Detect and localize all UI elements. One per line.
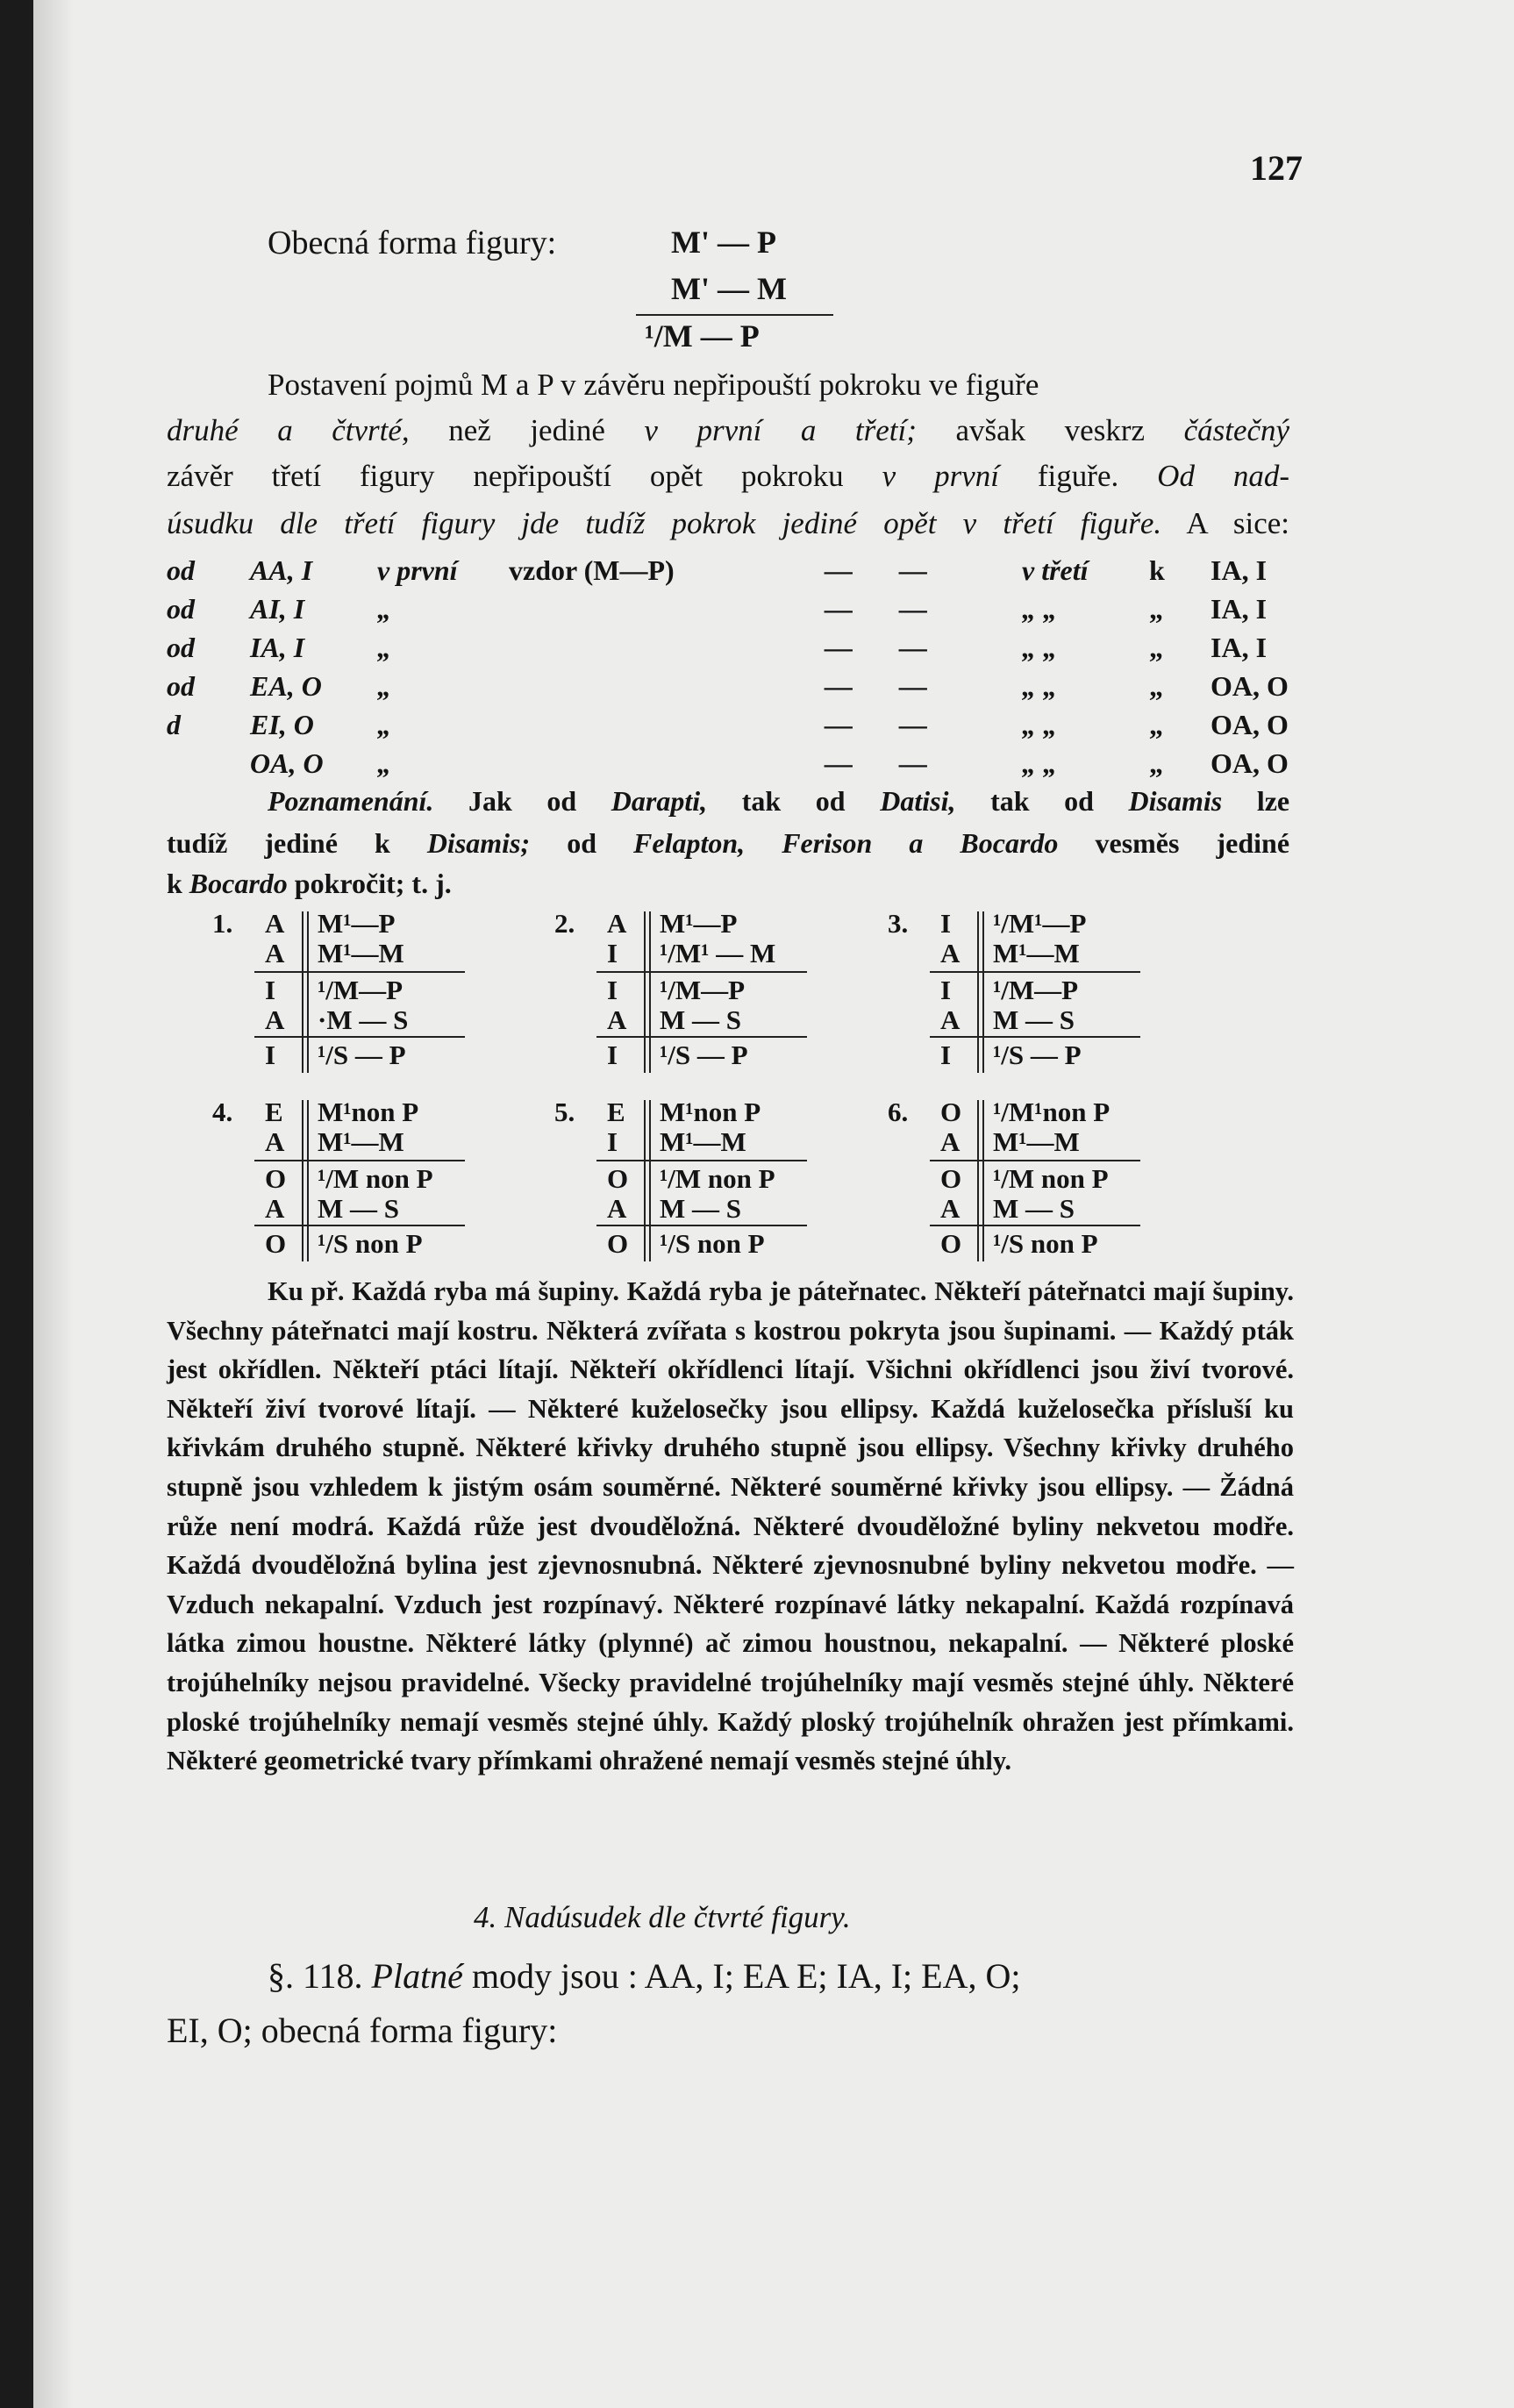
scheme-term: ¹/S — P — [660, 1040, 748, 1070]
note-e5: Felapton, Ferison a Bocardo — [633, 827, 1059, 859]
note-line-3 — [167, 863, 1289, 904]
scheme-mood: I — [607, 938, 618, 968]
list-cell-c: „ — [377, 593, 391, 625]
list-row — [167, 670, 1289, 709]
list-cell-g: „ „ — [1022, 709, 1057, 740]
paragraph-line-2 — [167, 409, 1289, 453]
scheme-mood: A — [940, 1004, 961, 1035]
scheme-term: M¹—M — [993, 1126, 1080, 1157]
p3-b: figuře. — [1037, 459, 1119, 493]
scheme-mood: I — [265, 1040, 276, 1070]
scheme-divider — [649, 911, 651, 1073]
list-cell-h: „ — [1149, 670, 1163, 702]
list-cell-b: EI, O — [250, 709, 314, 740]
page-number: 127 — [1250, 148, 1303, 188]
scheme-number: 5. — [554, 1097, 575, 1127]
list-cell-f: — — [899, 632, 927, 663]
paragraph-line-1 — [167, 363, 1289, 407]
scheme-divider — [644, 1100, 646, 1261]
note-line-1 — [167, 781, 1289, 821]
section-num: §. 118. — [268, 1956, 363, 1996]
p4-b: A sice: — [1186, 506, 1290, 540]
scheme-mood: I — [940, 975, 952, 1005]
scheme-term: M¹—M — [318, 938, 404, 968]
scheme-rule — [254, 971, 465, 973]
note-e3: Disamis — [1128, 785, 1223, 817]
note-label: Poznamenání. — [268, 785, 434, 817]
list-cell-f: — — [899, 554, 927, 586]
scheme-term: ¹/M—P — [318, 975, 403, 1005]
list-cell-a: od — [167, 554, 195, 586]
note-t7: vesměs jediné — [1095, 827, 1290, 859]
section-118 — [167, 1949, 1294, 2058]
p2-em3: čtvrté, — [332, 413, 410, 447]
list-cell-c: „ — [377, 747, 391, 779]
scheme-5 — [554, 1097, 886, 1272]
list-cell-a: od — [167, 632, 195, 663]
list-cell-a: od — [167, 670, 195, 702]
scheme-term: M¹non P — [318, 1097, 419, 1127]
scheme-rule — [930, 1160, 1140, 1161]
list-cell-b: AI, I — [250, 593, 305, 625]
scheme-mood: O — [940, 1163, 962, 1194]
list-cell-h: k — [1149, 554, 1165, 586]
scheme-term: ¹/M¹non P — [993, 1097, 1111, 1127]
note-t4: lze — [1256, 785, 1290, 817]
scheme-rule — [596, 1036, 807, 1038]
scheme-term: ¹/M—P — [660, 975, 746, 1005]
scheme-mood: A — [265, 908, 285, 939]
scheme-term: ¹/S non P — [993, 1228, 1098, 1259]
scheme-mood: I — [607, 1126, 618, 1157]
scheme-term: ¹/M¹—P — [993, 908, 1087, 939]
scheme-6 — [888, 1097, 1219, 1272]
scheme-mood: A — [940, 938, 961, 968]
scheme-term: ¹/M¹ — M — [660, 938, 776, 968]
list-cell-e: — — [825, 593, 853, 625]
scheme-1 — [212, 908, 544, 1083]
scheme-divider — [649, 1100, 651, 1261]
scheme-divider — [982, 911, 984, 1073]
scheme-divider — [302, 1100, 304, 1261]
page-gutter — [0, 0, 33, 2408]
list-cell-c: „ — [377, 632, 391, 663]
note-t5: tudíž jediné k — [167, 827, 390, 859]
list-cell-g: „ „ — [1022, 632, 1057, 663]
list-cell-f: — — [899, 709, 927, 740]
p2-em2: a — [277, 413, 293, 447]
scheme-term: M¹non P — [660, 1097, 761, 1127]
list-cell-h: „ — [1149, 593, 1163, 625]
list-cell-b: AA, I — [250, 554, 313, 586]
note-e6: Bocardo — [189, 868, 288, 899]
p2-em5: částečný — [1183, 413, 1290, 447]
list-cell-g: „ „ — [1022, 593, 1057, 625]
scheme-mood: O — [607, 1228, 629, 1259]
scheme-number: 3. — [888, 908, 909, 939]
scheme-mood: O — [265, 1163, 287, 1194]
scheme-term: ¹/M non P — [318, 1163, 433, 1194]
list-row — [167, 632, 1289, 670]
p2-c: avšak veskrz — [955, 413, 1146, 447]
scheme-term: M — S — [660, 1004, 741, 1035]
scheme-term: ¹/S non P — [660, 1228, 765, 1259]
scheme-mood: A — [607, 908, 627, 939]
scheme-mood: A — [265, 1193, 285, 1224]
scheme-rule — [596, 1160, 807, 1161]
scheme-term: M¹—P — [318, 908, 396, 939]
scheme-rule — [596, 971, 807, 973]
scheme-rule — [254, 1160, 465, 1161]
list-cell-e: — — [825, 554, 853, 586]
list-cell-b: OA, O — [250, 747, 324, 779]
note-e2: Datisi, — [880, 785, 956, 817]
section-t1: mody jsou : AA, I; EA E; IA, I; EA, O; — [471, 1956, 1021, 1996]
scheme-term: M — S — [660, 1193, 741, 1224]
list-cell-e: — — [825, 747, 853, 779]
list-cell-b: IA, I — [250, 632, 305, 663]
list-cell-i: IA, I — [1210, 554, 1268, 586]
scheme-mood: I — [940, 1040, 952, 1070]
list-cell-b: EA, O — [250, 670, 322, 702]
list-cell-a: od — [167, 593, 195, 625]
scheme-term: ·M — S — [318, 1004, 409, 1035]
scheme-mood: E — [607, 1097, 625, 1127]
scheme-mood: O — [940, 1228, 962, 1259]
general-form-line2: M' — M — [671, 271, 787, 306]
list-cell-e: — — [825, 670, 853, 702]
note-t6: od — [567, 827, 596, 859]
scheme-rule — [930, 1036, 1140, 1038]
general-form-label: Obecná forma figury: — [268, 225, 557, 261]
scheme-divider — [977, 1100, 979, 1261]
paragraph-line-4 — [167, 502, 1289, 546]
list-cell-h: „ — [1149, 632, 1163, 663]
scheme-divider — [307, 911, 309, 1073]
list-cell-c: „ — [377, 670, 391, 702]
scheme-rule — [930, 971, 1140, 973]
examples-text: Ku př. Každá ryba má šupiny. Každá ryba je páteřnatec. Někteří páteřnatci mají šupiny. Všechny páteřnatci mají kostru. Některá zvířata s kostrou pokryta jsou šupinami. — Každý pták jest okřídlen. Někteří ptáci lítají. Někteří okřídlenci lítají. Všichni okřídlenci jsou živí tvorové. Někteří živí tvorové lítají. — Některé kuželosečky jsou ellipsy. Každá kuželosečka přísluší ku křivkám druhého stupně. Některé křivky druhého stupně jsou ellipsy. Všechny křivky druhého stupně jsou vzhledem k jistým osám souměrné. Některé souměrné křivky jsou ellipsy. — Žádná růže není modrá. Každá růže jest dvouděložná. Některé dvouděložné byliny nekvetou modře. Každá dvouděložná bylina jest zjevnosnubná. Některé zjevnosnubné byliny nekvetou modře. — Vzduch nekapalní. Vzduch jest rozpínavý. Některé rozpínavé látky nekapalní. Každá rozpínavá látka zimou houstne. Některé látky (plynné) ač zimou houstnou, nekapalní. — Některé ploské trojúhelníky nejsou pravidelné. Všecky pravidelné trojúhelníky mají vesměs stejné úhly. Některé ploské trojúhelníky nemají vesměs stejné úhly. Každý ploský trojúhelník ohražen jest přímkami. Některé geometrické tvary přímkami ohražené nemají vesměs stejné úhly. — [167, 1276, 1294, 1776]
scheme-4 — [212, 1097, 544, 1272]
scheme-mood: A — [940, 1193, 961, 1224]
scheme-term: M — S — [318, 1193, 399, 1224]
scheme-term: M — S — [993, 1004, 1075, 1035]
list-cell-g: „ „ — [1022, 747, 1057, 779]
note-t8: k — [167, 868, 182, 899]
list-cell-i: IA, I — [1210, 593, 1268, 625]
general-form-line1: M' — P — [671, 225, 776, 260]
general-form-line3: ¹/M — P — [645, 318, 760, 354]
section-em: Platné — [371, 1956, 463, 1996]
scheme-term: M¹—M — [660, 1126, 746, 1157]
scheme-mood: A — [940, 1126, 961, 1157]
scheme-term: M¹—M — [993, 938, 1080, 968]
section-line-2: EI, O; obecná forma figury: — [167, 2011, 558, 2050]
list-cell-e: — — [825, 709, 853, 740]
scheme-2 — [554, 908, 886, 1083]
scheme-mood: O — [265, 1228, 287, 1259]
list-cell-a: d — [167, 709, 181, 740]
scheme-rule — [596, 1225, 807, 1226]
list-cell-f: — — [899, 670, 927, 702]
list-cell-g: v třetí — [1022, 554, 1089, 586]
list-cell-h: „ — [1149, 709, 1163, 740]
note-t1: Jak od — [468, 785, 577, 817]
list-cell-c: „ — [377, 709, 391, 740]
p4-em: úsudku dle třetí figury jde tudíž pokrok jediné opět v třetí figuře. — [167, 506, 1162, 540]
scheme-divider — [977, 911, 979, 1073]
scheme-mood: I — [265, 975, 276, 1005]
scheme-3 — [888, 908, 1219, 1083]
note-e4: Disamis; — [426, 827, 531, 859]
note-e1: Darapti, — [611, 785, 708, 817]
list-cell-i: OA, O — [1210, 709, 1289, 740]
spine-shadow — [33, 0, 74, 2408]
scheme-number: 2. — [554, 908, 575, 939]
list-row — [167, 554, 1289, 593]
list-cell-c: v první — [377, 554, 458, 586]
scheme-divider — [302, 911, 304, 1073]
list-cell-d: vzdor (M—P) — [509, 554, 675, 586]
scheme-term: M¹—P — [660, 908, 738, 939]
scheme-term: M — S — [993, 1193, 1075, 1224]
list-cell-i: OA, O — [1210, 747, 1289, 779]
scheme-mood: E — [265, 1097, 283, 1127]
scheme-mood: O — [940, 1097, 962, 1127]
list-row — [167, 593, 1289, 632]
scheme-mood: A — [265, 938, 285, 968]
scheme-term: ¹/M non P — [993, 1163, 1109, 1194]
note-t2: tak od — [741, 785, 846, 817]
scheme-number: 4. — [212, 1097, 233, 1127]
p1-text: Postavení pojmů M a P v závěru nepřipouští pokroku ve figuře — [268, 368, 1039, 402]
list-cell-i: OA, O — [1210, 670, 1289, 702]
list-cell-g: „ „ — [1022, 670, 1057, 702]
scheme-term: ¹/M non P — [660, 1163, 775, 1194]
scheme-mood: I — [940, 908, 952, 939]
scheme-number: 6. — [888, 1097, 909, 1127]
scheme-term: ¹/M—P — [993, 975, 1079, 1005]
scheme-number: 1. — [212, 908, 233, 939]
p3-a: závěr třetí figury nepřipouští opět pokroku — [167, 459, 844, 493]
scheme-mood: A — [265, 1126, 285, 1157]
examples-block — [167, 1272, 1294, 1781]
list-row — [167, 709, 1289, 747]
section-line-1 — [167, 1949, 1294, 2004]
scheme-rule — [254, 1036, 465, 1038]
list-cell-i: IA, I — [1210, 632, 1268, 663]
scheme-divider — [307, 1100, 309, 1261]
scheme-term: ¹/S — P — [318, 1040, 406, 1070]
scheme-mood: O — [607, 1163, 629, 1194]
scheme-rule — [930, 1225, 1140, 1226]
p3-em2: Od nad- — [1157, 459, 1290, 493]
scheme-term: M¹—M — [318, 1126, 404, 1157]
scheme-rule — [254, 1225, 465, 1226]
scheme-divider — [982, 1100, 984, 1261]
scheme-mood: I — [607, 975, 618, 1005]
p3-em: v první — [882, 459, 999, 493]
p2-em1: druhé — [167, 413, 239, 447]
scheme-term: ¹/S non P — [318, 1228, 423, 1259]
paragraph-line-3 — [167, 454, 1289, 498]
list-cell-f: — — [899, 593, 927, 625]
scheme-mood: A — [265, 1004, 285, 1035]
list-cell-f: — — [899, 747, 927, 779]
list-cell-h: „ — [1149, 747, 1163, 779]
p2-em4: v první a třetí; — [644, 413, 917, 447]
section-heading: 4. Nadúsudek dle čtvrté figury. — [474, 1900, 851, 1934]
note-t3: tak od — [990, 785, 1094, 817]
scheme-divider — [644, 911, 646, 1073]
scheme-mood: A — [607, 1193, 627, 1224]
scheme-term: ¹/S — P — [993, 1040, 1082, 1070]
p2-b: než jediné — [448, 413, 605, 447]
scheme-mood: I — [607, 1040, 618, 1070]
list-cell-e: — — [825, 632, 853, 663]
note-t9: pokročit; t. j. — [294, 868, 452, 899]
note-line-2 — [167, 823, 1289, 863]
scheme-mood: A — [607, 1004, 627, 1035]
general-form-rule — [636, 314, 833, 316]
